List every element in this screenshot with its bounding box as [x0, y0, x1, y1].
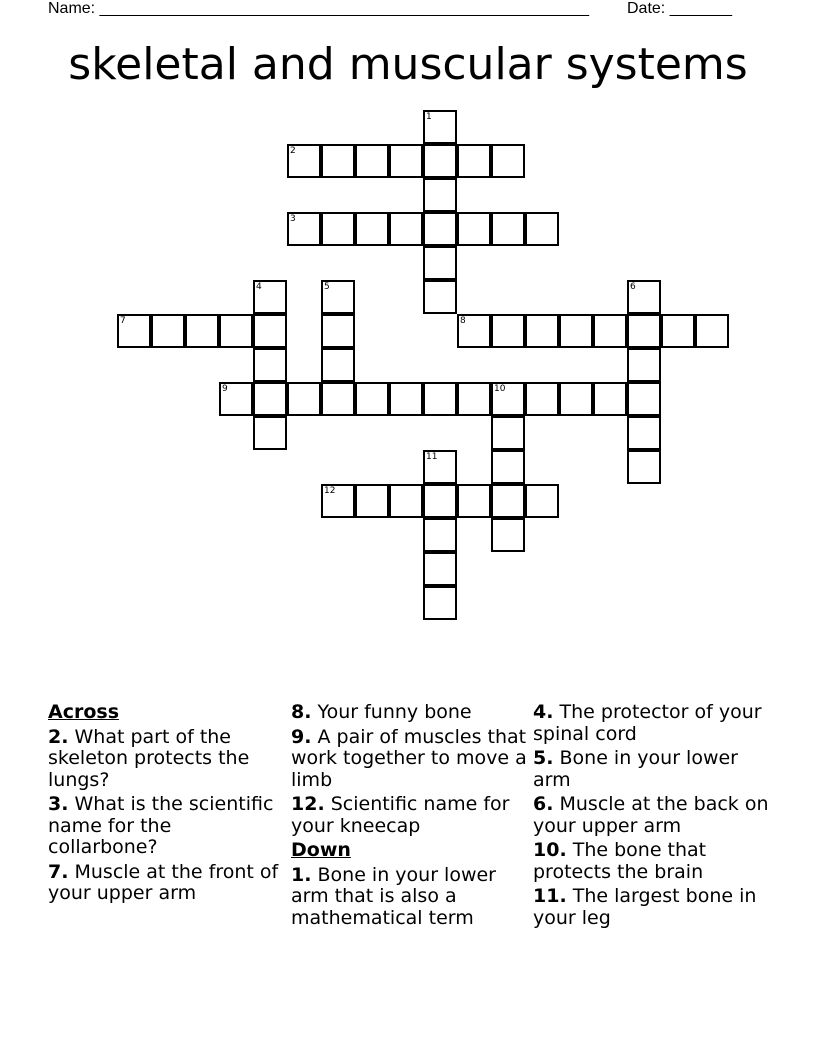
crossword-cell[interactable] — [457, 212, 491, 246]
crossword-cell[interactable] — [117, 314, 151, 348]
crossword-cell[interactable] — [525, 212, 559, 246]
crossword-cell[interactable] — [321, 382, 355, 416]
crossword-cell[interactable] — [423, 280, 457, 314]
crossword-cell[interactable] — [457, 314, 491, 348]
crossword-cell[interactable] — [627, 280, 661, 314]
clue-text: What is the scientific name for the collarbone? — [48, 793, 274, 858]
crossword-cell[interactable] — [423, 212, 457, 246]
name-field-label[interactable]: Name: _______________________________________________________ — [48, 0, 589, 17]
down-heading: Down — [291, 839, 351, 861]
clue-down-5 — [533, 748, 769, 791]
crossword-cell[interactable] — [491, 314, 525, 348]
crossword-cell[interactable] — [355, 484, 389, 518]
crossword-cell[interactable] — [457, 144, 491, 178]
crossword-cell[interactable] — [219, 314, 253, 348]
clue-across-3 — [48, 794, 284, 859]
crossword-cell[interactable] — [321, 348, 355, 382]
clue-text: Muscle at the back on your upper arm — [533, 793, 769, 837]
clue-text: The protector of your spinal cord — [533, 701, 762, 745]
clue-number: 2. — [48, 725, 69, 748]
clue-down-4 — [533, 702, 769, 745]
clue-down-1 — [291, 865, 527, 930]
across-heading: Across — [48, 701, 120, 723]
crossword-cell[interactable] — [253, 416, 287, 450]
cell-number: 1 — [426, 112, 432, 122]
crossword-cell[interactable] — [287, 382, 321, 416]
crossword-cell[interactable] — [627, 348, 661, 382]
clue-text: Your funny bone — [317, 701, 472, 723]
cell-number: 8 — [460, 316, 466, 326]
crossword-cell[interactable] — [593, 314, 627, 348]
crossword-cell[interactable] — [423, 586, 457, 620]
crossword-cell[interactable] — [525, 484, 559, 518]
crossword-cell[interactable] — [253, 348, 287, 382]
crossword-cell[interactable] — [457, 382, 491, 416]
crossword-cell[interactable] — [423, 450, 457, 484]
clue-text: Bone in your lower arm that is also a mathematical term — [291, 863, 496, 929]
crossword-cell[interactable] — [321, 212, 355, 246]
cell-number: 12 — [324, 486, 336, 496]
clue-number: 4. — [533, 701, 554, 723]
cell-number: 7 — [120, 316, 126, 326]
crossword-cell[interactable] — [491, 144, 525, 178]
clue-number: 12. — [291, 793, 325, 815]
crossword-cell[interactable] — [491, 212, 525, 246]
clue-column-1 — [48, 702, 284, 908]
crossword-cell[interactable] — [695, 314, 729, 348]
crossword-cell[interactable] — [627, 416, 661, 450]
crossword-cell[interactable] — [253, 280, 287, 314]
cell-number: 6 — [630, 282, 636, 292]
crossword-cell[interactable] — [423, 178, 457, 212]
clue-across-2 — [48, 727, 284, 792]
crossword-cell[interactable] — [219, 382, 253, 416]
crossword-cell[interactable] — [423, 484, 457, 518]
page-title: skeletal and muscular systems — [68, 39, 748, 90]
clue-column-3 — [533, 702, 769, 932]
clue-down-6 — [533, 794, 769, 837]
crossword-cell[interactable] — [389, 484, 423, 518]
crossword-cell[interactable] — [253, 382, 287, 416]
crossword-cell[interactable] — [287, 212, 321, 246]
cell-number: 3 — [290, 214, 296, 224]
clue-text: The largest bone in your leg — [533, 885, 757, 929]
clue-number: 8. — [291, 701, 312, 723]
clue-number: 1. — [291, 863, 312, 886]
cell-number: 9 — [222, 384, 228, 394]
crossword-cell[interactable] — [423, 246, 457, 280]
crossword-cell[interactable] — [423, 518, 457, 552]
crossword-cell[interactable] — [321, 314, 355, 348]
clue-text: Bone in your lower arm — [533, 747, 738, 791]
crossword-cell[interactable] — [457, 484, 491, 518]
crossword-cell[interactable] — [287, 144, 321, 178]
crossword-cell[interactable] — [627, 450, 661, 484]
cell-number: 10 — [494, 384, 506, 394]
clue-text: The bone that protects the brain — [533, 839, 707, 883]
clue-number: 6. — [533, 793, 554, 815]
crossword-cell[interactable] — [491, 450, 525, 484]
crossword-cell[interactable] — [559, 382, 593, 416]
clue-column-2 — [291, 702, 527, 932]
clue-number: 5. — [533, 747, 554, 769]
crossword-cell[interactable] — [661, 314, 695, 348]
crossword-cell[interactable] — [253, 314, 287, 348]
crossword-cell[interactable] — [321, 484, 355, 518]
crossword-cell[interactable] — [491, 484, 525, 518]
crossword-cell[interactable] — [321, 280, 355, 314]
clue-number: 11. — [533, 885, 567, 907]
crossword-cell[interactable] — [389, 382, 423, 416]
crossword-cell[interactable] — [525, 382, 559, 416]
crossword-cell[interactable] — [423, 144, 457, 178]
crossword-cell[interactable] — [491, 382, 525, 416]
cell-number: 5 — [324, 282, 330, 292]
crossword-cell[interactable] — [627, 314, 661, 348]
crossword-cell[interactable] — [525, 314, 559, 348]
clue-number: 10. — [533, 839, 567, 861]
clue-text: What part of the skeleton protects the lungs? — [48, 725, 250, 791]
clue-across-12 — [291, 794, 527, 837]
crossword-cell[interactable] — [355, 144, 389, 178]
crossword-cell[interactable] — [355, 212, 389, 246]
clue-down-10 — [533, 840, 769, 883]
crossword-cell[interactable] — [559, 314, 593, 348]
crossword-cell[interactable] — [355, 382, 389, 416]
date-field-label[interactable]: Date: _______ — [627, 0, 732, 17]
clue-number: 7. — [48, 860, 69, 883]
cell-number: 2 — [290, 146, 296, 156]
crossword-cell[interactable] — [423, 552, 457, 586]
clue-text: A pair of muscles that work together to move a limb — [291, 725, 527, 791]
cell-number: 4 — [256, 282, 262, 292]
crossword-cell[interactable] — [423, 110, 457, 144]
clue-down-11 — [533, 886, 769, 929]
crossword-cell[interactable] — [389, 144, 423, 178]
crossword-cell[interactable] — [185, 314, 219, 348]
clue-across-7 — [48, 862, 284, 905]
clue-number: 3. — [48, 793, 69, 815]
clue-across-8 — [291, 702, 527, 724]
clue-text: Scientific name for your kneecap — [291, 793, 510, 837]
crossword-cell[interactable] — [593, 382, 627, 416]
crossword-cell[interactable] — [491, 518, 525, 552]
crossword-cell[interactable] — [389, 212, 423, 246]
crossword-cell[interactable] — [321, 144, 355, 178]
clue-across-9 — [291, 727, 527, 792]
cell-number: 11 — [426, 452, 438, 462]
crossword-cell[interactable] — [627, 382, 661, 416]
crossword-cell[interactable] — [151, 314, 185, 348]
crossword-cell[interactable] — [423, 382, 457, 416]
clue-text: Muscle at the front of your upper arm — [48, 860, 279, 904]
crossword-cell[interactable] — [491, 416, 525, 450]
clue-number: 9. — [291, 725, 312, 748]
